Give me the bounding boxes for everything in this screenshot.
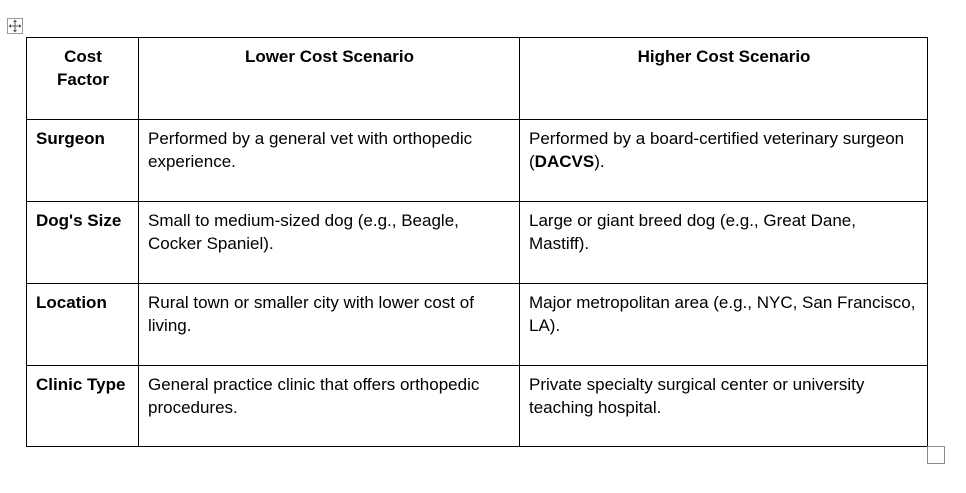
cell-higher-suffix: ).	[594, 152, 605, 171]
cell-factor[interactable]: Location	[27, 284, 139, 366]
cell-higher[interactable]: Major metropolitan area (e.g., NYC, San Francisco, LA).	[520, 284, 928, 366]
dacvs-bold-text: DACVS	[534, 152, 595, 171]
cell-factor[interactable]: Clinic Type	[27, 366, 139, 447]
header-higher-cost[interactable]: Higher Cost Scenario	[520, 38, 928, 120]
table-row-dog-size	[27, 202, 928, 284]
cost-comparison-table	[26, 37, 928, 447]
table-move-handle-icon[interactable]	[7, 18, 23, 34]
table-header-row	[27, 38, 928, 120]
header-lower-cost[interactable]: Lower Cost Scenario	[139, 38, 520, 120]
cell-lower[interactable]: Performed by a general vet with orthopedic experience.	[139, 120, 520, 202]
cell-factor[interactable]: Dog's Size	[27, 202, 139, 284]
header-cost-factor[interactable]: Cost Factor	[27, 38, 139, 120]
cell-higher[interactable]	[520, 120, 928, 202]
cell-higher-text: Performed by a board-certified veterinary surgeon (	[529, 129, 905, 171]
move-arrows-icon	[8, 19, 22, 33]
table-row-location	[27, 284, 928, 366]
cell-factor[interactable]: Surgeon	[27, 120, 139, 202]
cell-lower[interactable]: General practice clinic that offers orthopedic procedures.	[139, 366, 520, 447]
table-row-surgeon	[27, 120, 928, 202]
table-row-clinic-type	[27, 366, 928, 447]
cell-higher[interactable]: Large or giant breed dog (e.g., Great Dane, Mastiff).	[520, 202, 928, 284]
table-resize-handle-icon[interactable]	[927, 446, 945, 464]
cell-lower[interactable]: Rural town or smaller city with lower cost of living.	[139, 284, 520, 366]
cell-higher[interactable]: Private specialty surgical center or university teaching hospital.	[520, 366, 928, 447]
cell-lower[interactable]: Small to medium-sized dog (e.g., Beagle, Cocker Spaniel).	[139, 202, 520, 284]
